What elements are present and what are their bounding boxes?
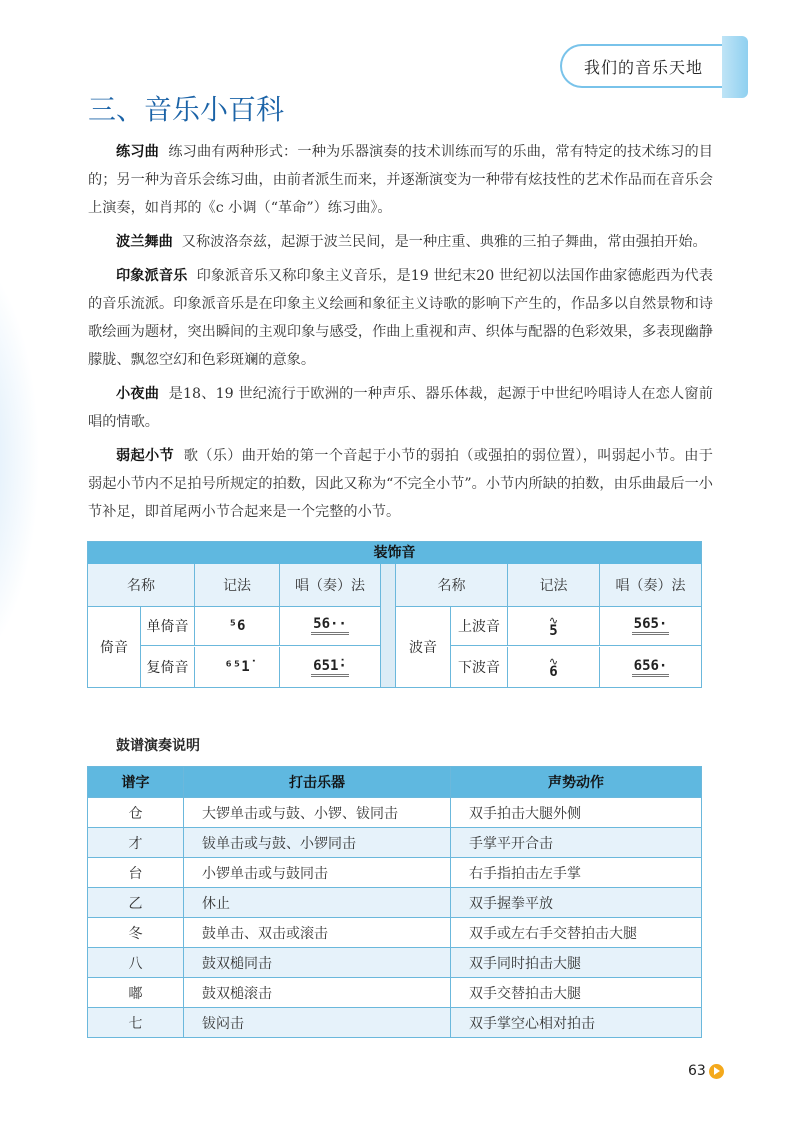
- action-cell: 双手或左右手交替拍击大腿: [451, 918, 702, 948]
- paragraph-anacrusis: [88, 442, 713, 526]
- header-notation: 记法: [195, 564, 280, 606]
- instrument-cell: 休止: [184, 888, 451, 918]
- pu-cell: 嘟: [88, 978, 184, 1008]
- drum-table-caption: 鼓谱演奏说明: [116, 738, 200, 754]
- singing-notation: 56··: [311, 616, 349, 635]
- ornament-group-mordent: 波音: [396, 606, 451, 687]
- header-tab: [560, 44, 746, 88]
- instrument-cell: 钹单击或与鼓、小锣同击: [184, 828, 451, 858]
- instrument-cell: 鼓双槌同击: [184, 948, 451, 978]
- ornament-notation: [508, 647, 600, 687]
- action-cell: 双手拍击大腿外侧: [451, 798, 702, 828]
- action-cell: 双手交替拍击大腿: [451, 978, 702, 1008]
- term: 练习曲: [116, 144, 160, 160]
- paragraph-text: 印象派音乐又称印象主义音乐，是19 世纪末20 世纪初以法国作曲家德彪西为代表的音乐流派。印象派音乐是在印象主义绘画和象征主义诗歌的影响下产生的，作品多以自然景物和诗歌绘画为题材，突出瞬间的主观印象与感受，作曲上重视和声、织体与配器的色彩效果，多表现幽静朦胧、飘忽空幻和色彩斑斓的意象。: [88, 268, 713, 368]
- pu-cell: 冬: [88, 918, 184, 948]
- table-row: [88, 858, 702, 888]
- pu-cell: 乙: [88, 888, 184, 918]
- paragraph-serenade: [88, 380, 713, 436]
- mordent-lower-icon: ∿: [548, 655, 559, 668]
- ornament-name: 上波音: [451, 606, 508, 645]
- action-cell: 手掌平开合击: [451, 828, 702, 858]
- ornament-table-body: [88, 564, 701, 687]
- header-notation: 记法: [508, 564, 600, 606]
- header-pu: 谱字: [88, 767, 184, 798]
- notation-symbol: 5: [549, 622, 558, 639]
- pu-cell: 才: [88, 828, 184, 858]
- pu-cell: 台: [88, 858, 184, 888]
- header-action: 声势动作: [451, 767, 702, 798]
- ornament-notation: [195, 606, 280, 645]
- pu-cell: 仓: [88, 798, 184, 828]
- term: 小夜曲: [116, 386, 160, 402]
- term: 波兰舞曲: [116, 234, 173, 250]
- left-decoration: [0, 250, 40, 670]
- paragraph-etude: [88, 138, 713, 222]
- header-singing: 唱（奏）法: [295, 578, 365, 594]
- article-body: [88, 138, 713, 532]
- paragraph-text: 歌（乐）曲开始的第一个音起于小节的弱拍（或强拍的弱位置），叫弱起小节。由于弱起小节内不足拍号所规定的拍数，因此又称为“不完全小节”。小节内所缺的拍数，由乐曲最后一小节补足，即首尾两小节合起来是一个完整的小节。: [88, 448, 713, 520]
- paragraph-text: 又称波洛奈兹，起源于波兰民间，是一种庄重、典雅的三拍子舞曲，常由强拍开始。: [181, 234, 707, 250]
- singing-notation: 656·: [632, 658, 670, 677]
- ornament-left-header: [88, 564, 380, 607]
- play-icon: [709, 1064, 724, 1079]
- table-row: [88, 798, 702, 828]
- ornament-row: [451, 647, 701, 687]
- drum-table: [87, 766, 702, 1038]
- ornament-notation: [195, 647, 280, 687]
- header-title: 我们的音乐天地: [584, 57, 704, 77]
- notation-symbol: 6: [549, 664, 558, 680]
- term: 弱起小节: [116, 448, 175, 464]
- header-name: 名称: [396, 564, 508, 606]
- table-row: [88, 888, 702, 918]
- ornament-table-title: 装饰音: [88, 542, 701, 564]
- instrument-cell: 鼓双槌滚击: [184, 978, 451, 1008]
- ornament-group-appoggiatura: 倚音: [88, 606, 141, 687]
- instrument-cell: 小锣单击或与鼓同击: [184, 858, 451, 888]
- table-row: [88, 1008, 702, 1038]
- ornament-table: [87, 541, 702, 688]
- singing-notation: 651̇·: [311, 658, 349, 677]
- ornament-left-half: [88, 564, 380, 687]
- ornament-row: [451, 606, 701, 646]
- ornament-singing: [600, 647, 701, 687]
- paragraph-impressionism: [88, 262, 713, 374]
- paragraph-polonaise: [88, 228, 713, 256]
- header-instrument: 打击乐器: [184, 767, 451, 798]
- paragraph-text: 是18、19 世纪流行于欧洲的一种声乐、器乐体裁，起源于中世纪吟唱诗人在恋人窗前唱的情歌。: [88, 386, 713, 430]
- paragraph-text: 练习曲有两种形式：一种为乐器演奏的技术训练而写的乐曲，常有特定的技术练习的目的；另一种为音乐会练习曲，由前者派生而来，并逐渐演变为一种带有炫技性的艺术作品而在音乐会上演奏，如肖邦的《c 小调（“革命”）练习曲》。: [88, 144, 713, 216]
- section-title: 三、音乐小百科: [88, 93, 285, 126]
- mordent-upper-icon: ∿: [548, 613, 559, 627]
- ornament-row: [141, 647, 380, 687]
- header-name: 名称: [88, 564, 195, 606]
- action-cell: 双手握拳平放: [451, 888, 702, 918]
- action-cell: 右手指拍击左手掌: [451, 858, 702, 888]
- ornament-name: 复倚音: [141, 647, 195, 687]
- ornament-singing: [280, 647, 380, 687]
- ornament-singing: [280, 606, 380, 645]
- pu-cell: 八: [88, 948, 184, 978]
- table-row: [88, 978, 702, 1008]
- ornament-name: 下波音: [451, 647, 508, 687]
- drum-table-header: [88, 767, 702, 798]
- table-row: [88, 828, 702, 858]
- ornament-row: [141, 606, 380, 646]
- pu-cell: 七: [88, 1008, 184, 1038]
- action-cell: 双手同时拍击大腿: [451, 948, 702, 978]
- ornament-separator: [380, 564, 396, 687]
- instrument-cell: 大锣单击或与鼓、小锣、钹同击: [184, 798, 451, 828]
- page-number: [688, 1063, 724, 1079]
- notation-symbol: ⁶⁵1̇: [224, 659, 250, 675]
- header-singing: 唱（奏）法: [615, 578, 686, 594]
- instrument-cell: 钹闷击: [184, 1008, 451, 1038]
- action-cell: 双手掌空心相对拍击: [451, 1008, 702, 1038]
- ornament-right-half: [396, 564, 701, 687]
- ornament-notation: [508, 606, 600, 645]
- term: 印象派音乐: [116, 268, 188, 284]
- page-number-text: 63: [688, 1063, 706, 1079]
- instrument-cell: 鼓单击、双击或滚击: [184, 918, 451, 948]
- ornament-right-header: [396, 564, 701, 607]
- table-row: [88, 948, 702, 978]
- ornament-name: 单倚音: [141, 606, 195, 645]
- notation-symbol: ⁵6: [228, 617, 246, 634]
- ornament-singing: [600, 606, 701, 645]
- singing-notation: 565·: [632, 616, 670, 635]
- table-row: [88, 918, 702, 948]
